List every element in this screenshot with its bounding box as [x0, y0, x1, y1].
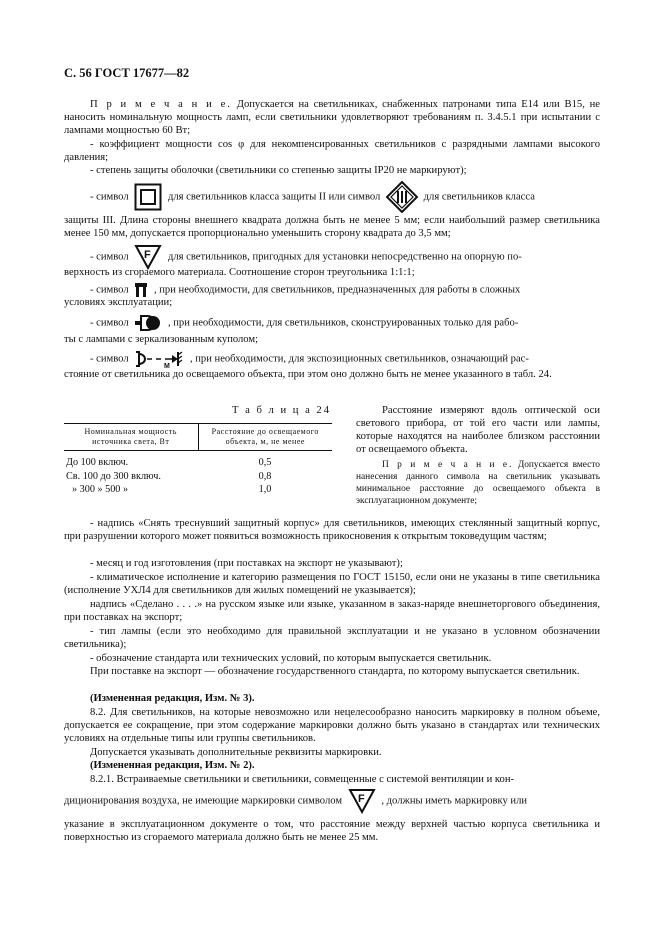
class-three-rhombus-icon: [386, 181, 418, 213]
lamp-type-item: - тип лампы (если это необходимо для правильной эксплуатации и не указано в условном обозначении светильника);: [64, 626, 600, 651]
clause-8-2-1-text-c: , должны иметь маркировку или: [381, 795, 528, 807]
side-note-text: Допускается вместо нанесения данного символа на светильник указывать минимальное расстояние до освещаемого объекта в эксплуатационном документе;: [356, 460, 600, 506]
standard-item: - обозначение стандарта или технических условий, по которым выпускается светильник.: [90, 653, 492, 664]
double-square-icon: [134, 183, 162, 211]
class-symbol-continuation: защиты III. Длина стороны внешнего квадрата должна быть не менее 5 мм; если наибольший размер светильника менее 150 мм, допускается пропорционально уменьшить сторону квадрата до 3,5 мм;: [64, 215, 600, 240]
t-symbol-text-b: , при необходимости, для светильников, предназначенных для работы в сложных: [153, 284, 521, 296]
measurement-text: Расстояние измеряют вдоль оптической оси светового прибора, от той его части или лампы, которые находятся на наиболее близком расстоянии от освещаемого объекта.: [356, 405, 600, 455]
mirror-lamp-symbol-line: [64, 313, 600, 333]
clause-8-2-1-symbol-line: [64, 788, 600, 814]
table-24: [64, 423, 332, 497]
side-note-lead: П р и м е ч а н и е.: [382, 460, 514, 470]
amendment-3: (Измененная редакция, Изм. № 3).: [90, 693, 255, 704]
distance-symbol-text-a: - символ: [90, 353, 129, 365]
table-cell-power: Св. 100 до 300 включ.: [66, 470, 161, 482]
f-symbol-continuation: верхность из сгораемого материала. Соотношение сторон треугольника 1:1:1;: [64, 267, 415, 278]
manufacture-date-item: - месяц и год изготовления (при поставках на экспорт не указывают);: [90, 558, 403, 569]
clause-8-2: 8.2. Для светильников, на которые невозможно или нецелесообразно наносить маркировку в полном объеме, допускается ее сокращение, при этом содержание маркировки должно быть указано в стандартах или технических условиях на отдельные типы или группы светильников.: [64, 707, 600, 745]
distance-symbol-line: [64, 349, 600, 369]
svg-text:F: F: [144, 249, 152, 261]
made-in-item: надпись «Сделано . . . .» на русском языке или языке, указанном в заказ-наряде внешнеторгового объединения, при поставках на экспорт;: [64, 599, 600, 624]
t-symbol-text-a: - символ: [90, 284, 129, 296]
note-lead: П р и м е ч а н и е.: [90, 99, 232, 110]
export-paragraph: При поставке на экспорт — обозначение государственного стандарта, по которому выпускается светильник.: [90, 666, 580, 677]
clause-8-2-1-line1: 8.2.1. Встраиваемые светильники и светильники, совмещенные с системой вентиляции и кон-: [90, 774, 515, 785]
table-header-row: [64, 424, 332, 451]
table-header-distance: Расстояние до освещаемого объекта, м, не менее: [198, 424, 332, 451]
table-caption: Т а б л и ц а 24: [232, 405, 332, 416]
mirror-symbol-text-b: , при необходимости, для светильников, сконструированных только для рабо-: [167, 317, 519, 329]
f-symbol-text-a: - символ: [90, 251, 129, 263]
power-factor-item: - коэффициент мощности cos φ для некомпенсированных светильников с разрядными лампами высокого давления;: [64, 139, 600, 164]
extra-props-paragraph: Допускается указывать дополнительные реквизиты маркировки.: [90, 747, 382, 758]
clause-8-2-1-continuation: указание в эксплуатационном документе о том, что расстояние между верхней частью корпуса светильника и поверхностью из сгораемого материала должно быть не менее 25 мм.: [64, 819, 600, 844]
table-row: [64, 483, 332, 497]
mirror-dome-lamp-icon: [134, 313, 162, 333]
climate-item: - климатическое исполнение и категорию размещения по ГОСТ 15150, если они не указаны в типе светильника (исполнение УХЛ4 для светильников для жилых помещений не указывается);: [64, 572, 600, 597]
f-triangle-icon: [348, 788, 376, 814]
table-cell-power: » 300 » 500 »: [72, 484, 129, 495]
table-row: [64, 451, 332, 470]
class-symbol-text-c: для светильников класса: [423, 191, 535, 203]
table-cell-distance: 1,0: [258, 484, 272, 495]
page-header: С. 56 ГОСТ 17677—82: [64, 66, 190, 80]
table-cell-distance: 0,5: [258, 457, 272, 468]
table-header-power: Номинальная мощность источника света, Вт: [64, 424, 198, 451]
side-note: [356, 459, 600, 507]
distance-arrow-icon: [134, 349, 184, 369]
svg-text:M: M: [164, 363, 171, 369]
inscription-item: - надпись «Снять треснувший защитный корпус» для светильников, имеющих стеклянный защитный корпус, при разрушении которого может появиться возможность прикосновения к открытым токоведущим частям;: [64, 518, 600, 543]
mirror-symbol-continuation: ты с лампами с зеркализованным куполом;: [64, 334, 259, 345]
note-text: Допускается на светильниках, снабженных патронами типа Е14 или В15, не наносить номинальную мощность ламп, если светильники удовлетворяют требованиям п. 3.4.5.1 при испытании с лампами мощностью 60 Вт;: [64, 99, 601, 137]
mirror-symbol-text-a: - символ: [90, 317, 129, 329]
distance-symbol-text-b: , при необходимости, для экспозиционных светильников, означающий рас-: [189, 353, 529, 365]
table-cell-power: До 100 включ.: [66, 457, 129, 468]
note-paragraph: [64, 98, 600, 138]
svg-text:F: F: [357, 793, 365, 805]
distance-symbol-continuation: стояние от светильника до освещаемого объекта, при этом оно должно быть не менее указанного в табл. 24.: [64, 369, 552, 380]
class-symbol-text-b: для светильников класса защиты II или символ: [167, 191, 381, 203]
amendment-2: (Измененная редакция, Изм. № 2).: [90, 760, 255, 771]
protection-degree-item: - степень защиты оболочки (светильники со степенью защиты IP20 не маркируют);: [90, 165, 467, 176]
table-cell-distance: 0,8: [258, 470, 272, 482]
t-symbol-continuation: условиях эксплуатации;: [64, 297, 173, 308]
class-symbol-line: [64, 181, 600, 213]
class-symbol-text-a: - символ: [90, 191, 129, 203]
f-symbol-text-b: для светильников, пригодных для установки непосредственно на опорную по-: [167, 251, 522, 263]
table-row: [64, 470, 332, 484]
clause-8-2-1-text-b: диционирования воздуха, не имеющие маркировки символом: [64, 795, 343, 807]
